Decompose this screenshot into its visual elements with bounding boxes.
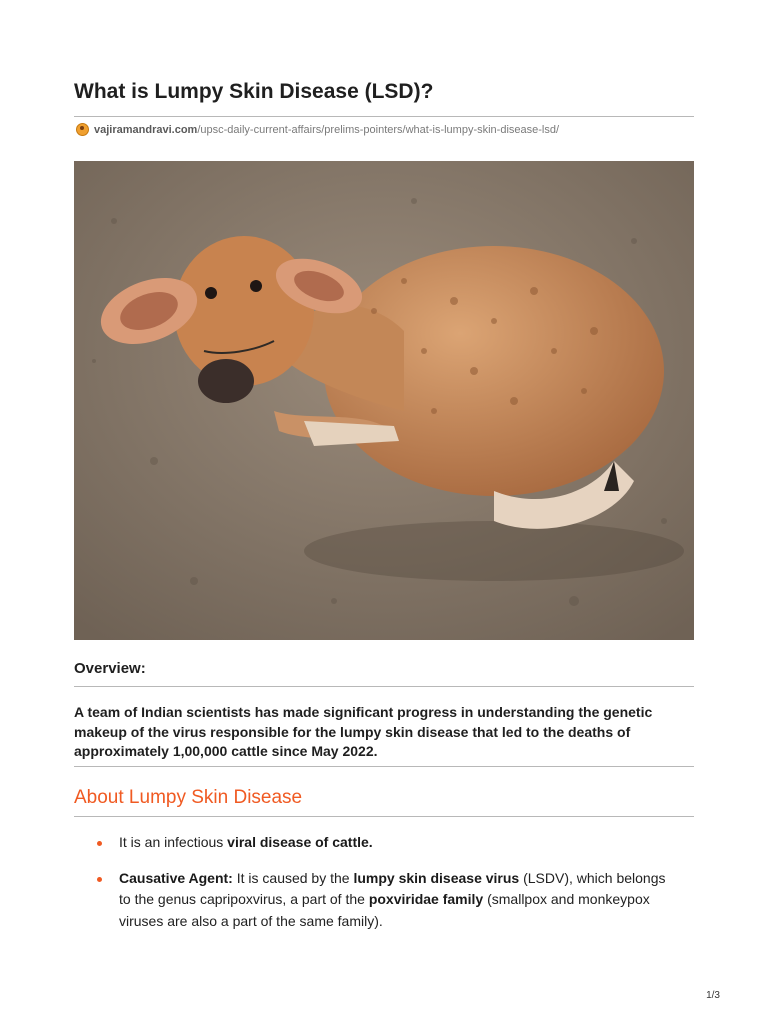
intro-divider — [74, 766, 694, 767]
source-domain[interactable]: vajiramandravi.com — [94, 123, 198, 136]
overview-label: Overview: — [74, 660, 146, 677]
source-url[interactable] — [76, 123, 559, 136]
cow-photo — [74, 161, 694, 640]
bullet-bold: viral disease of cattle. — [227, 834, 373, 850]
overview-divider — [74, 686, 694, 687]
bullet-bold: poxviridae family — [368, 891, 484, 907]
bullet-text: (LSDV), which belongs to the genus capripoxvirus, a part of the — [119, 869, 666, 907]
site-favicon-icon — [76, 123, 89, 136]
fact-list — [74, 832, 674, 946]
heading-divider — [74, 816, 694, 817]
bullet-text: (smallpox and monkeypox viruses are also a part of the same family). — [119, 891, 650, 929]
page-number: 1/3 — [706, 990, 720, 1001]
section-heading: About Lumpy Skin Disease — [74, 787, 303, 808]
page-title: What is Lumpy Skin Disease (LSD)? — [74, 80, 434, 103]
title-divider — [74, 116, 694, 117]
bullet-bold: lumpy skin disease virus — [353, 869, 520, 886]
bullet-bold: Causative Agent: — [119, 869, 233, 886]
overview-text: A team of Indian scientists has made significant progress in understanding the genetic makeup of the virus responsible for the lumpy skin disease that led to the deaths of approximately 1,00,000 cattle since May 2022. — [74, 704, 653, 759]
bullet-text: It is an infectious — [119, 834, 228, 850]
bullet-text: It is caused by the — [232, 869, 354, 886]
list-item — [74, 832, 674, 854]
list-item — [74, 868, 674, 933]
source-path[interactable]: /upsc-daily-current-affairs/prelims-pointers/what-is-lumpy-skin-disease-lsd/ — [197, 123, 560, 136]
